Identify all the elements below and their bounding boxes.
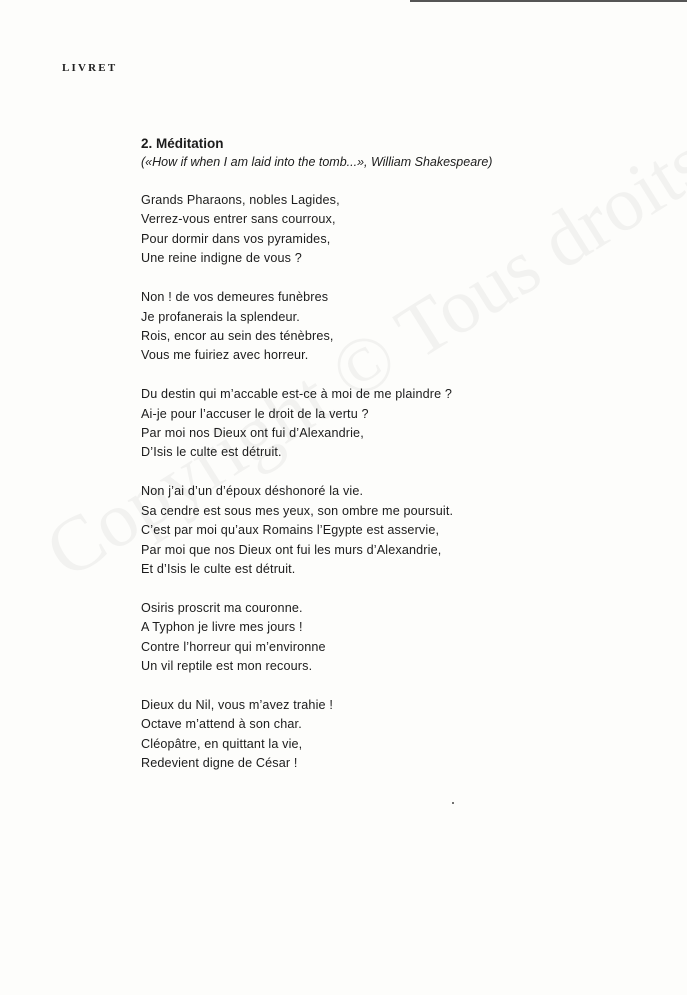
print-speck: [452, 802, 454, 804]
page-top-edge: [410, 0, 687, 2]
verse-line: Par moi que nos Dieux ont fui les murs d’Alexandrie,: [141, 542, 442, 557]
piece-title: 2. Méditation: [141, 136, 224, 151]
verse-line: Pour dormir dans vos pyramides,: [141, 231, 331, 246]
verse-line: Je profanerais la splendeur.: [141, 309, 300, 324]
verse-line: Du destin qui m’accable est-ce à moi de me plaindre ?: [141, 387, 453, 402]
running-header: LIVRET: [62, 62, 118, 74]
verse-line: Une reine indigne de vous ?: [141, 251, 302, 266]
piece-subtitle: («How if when I am laid into the tomb...», William Shakespeare): [141, 155, 493, 169]
verse-line: Par moi nos Dieux ont fui d’Alexandrie,: [141, 426, 364, 441]
verse-line: Et d’Isis le culte est détruit.: [141, 562, 296, 576]
verse-line: Vous me fuiriez avec horreur.: [141, 348, 309, 363]
stanza-6: [141, 696, 621, 774]
verse-line: Non j’ai d’un d’époux déshonoré la vie.: [141, 484, 364, 499]
verse-line: Sa cendre est sous mes yeux, son ombre me poursuit.: [141, 503, 454, 518]
verse-line: Non ! de vos demeures funèbres: [141, 290, 329, 305]
libretto-text: [141, 135, 621, 793]
verse-line: Verrez-vous entrer sans courroux,: [141, 212, 336, 227]
verse-line: Octave m’attend à son char.: [141, 717, 302, 732]
verse-line: Un vil reptile est mon recours.: [141, 659, 313, 674]
verse-line: D’Isis le culte est détruit.: [141, 445, 282, 460]
verse-line: C’est par moi qu’aux Romains l’Egypte est asservie,: [141, 523, 440, 538]
verse-line: Contre l’horreur qui m’environne: [141, 639, 326, 654]
stanza-1: [141, 191, 621, 269]
verse-line: Osiris proscrit ma couronne.: [141, 600, 303, 615]
verse-line: A Typhon je livre mes jours !: [141, 620, 303, 635]
verse-line: Ai-je pour l’accuser le droit de la vertu ?: [141, 406, 369, 421]
verse-line: Grands Pharaons, nobles Lagides,: [141, 193, 340, 207]
stanza-4: [141, 482, 621, 579]
verse-line: Redevient digne de César !: [141, 756, 298, 771]
stanza-2: [141, 288, 621, 366]
verse-line: Dieux du Nil, vous m’avez trahie !: [141, 698, 333, 713]
stanza-5: [141, 599, 621, 677]
verse-line: Cléopâtre, en quittant la vie,: [141, 736, 303, 751]
verse-line: Rois, encor au sein des ténèbres,: [141, 328, 334, 343]
stanza-3: [141, 385, 621, 463]
